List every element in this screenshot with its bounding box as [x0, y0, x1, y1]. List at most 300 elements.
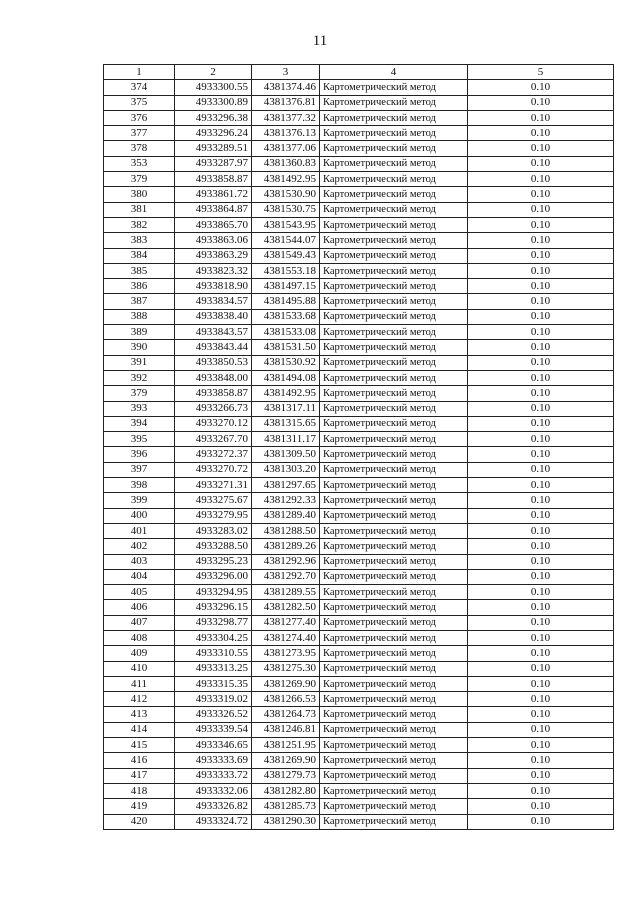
method-cell: Картометрический метод: [320, 233, 468, 248]
table-row: [104, 600, 614, 615]
point-number-cell: 378: [104, 141, 175, 156]
method-cell: Картометрический метод: [320, 600, 468, 615]
method-cell: Картометрический метод: [320, 294, 468, 309]
method-cell: Картометрический метод: [320, 493, 468, 508]
accuracy-cell: 0.10: [468, 187, 614, 202]
y-coordinate-cell: 4381274.40: [252, 630, 320, 645]
point-number-cell: 375: [104, 95, 175, 110]
accuracy-cell: 0.10: [468, 202, 614, 217]
point-number-cell: 417: [104, 768, 175, 783]
x-coordinate-cell: 4933271.31: [175, 478, 252, 493]
x-coordinate-cell: 4933266.73: [175, 401, 252, 416]
y-coordinate-cell: 4381492.95: [252, 386, 320, 401]
x-coordinate-cell: 4933295.23: [175, 554, 252, 569]
accuracy-cell: 0.10: [468, 233, 614, 248]
accuracy-cell: 0.10: [468, 110, 614, 125]
method-cell: Картометрический метод: [320, 585, 468, 600]
point-number-cell: 387: [104, 294, 175, 309]
accuracy-cell: 0.10: [468, 370, 614, 385]
table-row: [104, 401, 614, 416]
point-number-cell: 410: [104, 661, 175, 676]
accuracy-cell: 0.10: [468, 814, 614, 829]
table-row: [104, 462, 614, 477]
y-coordinate-cell: 4381269.90: [252, 676, 320, 691]
accuracy-cell: 0.10: [468, 462, 614, 477]
table-row: [104, 340, 614, 355]
method-cell: Картометрический метод: [320, 355, 468, 370]
table-row: [104, 630, 614, 645]
table-row: [104, 248, 614, 263]
y-coordinate-cell: 4381277.40: [252, 615, 320, 630]
y-coordinate-cell: 4381530.75: [252, 202, 320, 217]
method-cell: Картометрический метод: [320, 799, 468, 814]
accuracy-cell: 0.10: [468, 676, 614, 691]
table-row: [104, 294, 614, 309]
table-row: [104, 432, 614, 447]
x-coordinate-cell: 4933339.54: [175, 722, 252, 737]
method-cell: Картометрический метод: [320, 187, 468, 202]
x-coordinate-cell: 4933272.37: [175, 447, 252, 462]
method-cell: Картометрический метод: [320, 478, 468, 493]
accuracy-cell: 0.10: [468, 248, 614, 263]
x-coordinate-cell: 4933864.87: [175, 202, 252, 217]
column-header-2: 2: [175, 65, 252, 80]
y-coordinate-cell: 4381297.65: [252, 478, 320, 493]
method-cell: Картометрический метод: [320, 661, 468, 676]
method-cell: Картометрический метод: [320, 783, 468, 798]
x-coordinate-cell: 4933838.40: [175, 309, 252, 324]
method-cell: Картометрический метод: [320, 692, 468, 707]
accuracy-cell: 0.10: [468, 722, 614, 737]
x-coordinate-cell: 4933296.24: [175, 126, 252, 141]
x-coordinate-cell: 4933270.72: [175, 462, 252, 477]
point-number-cell: 420: [104, 814, 175, 829]
y-coordinate-cell: 4381492.95: [252, 172, 320, 187]
method-cell: Картометрический метод: [320, 814, 468, 829]
x-coordinate-cell: 4933294.95: [175, 585, 252, 600]
point-number-cell: 418: [104, 783, 175, 798]
x-coordinate-cell: 4933319.02: [175, 692, 252, 707]
method-cell: Картометрический метод: [320, 110, 468, 125]
y-coordinate-cell: 4381282.50: [252, 600, 320, 615]
y-coordinate-cell: 4381533.08: [252, 325, 320, 340]
table-row: [104, 187, 614, 202]
point-number-cell: 414: [104, 722, 175, 737]
point-number-cell: 411: [104, 676, 175, 691]
x-coordinate-cell: 4933270.12: [175, 416, 252, 431]
accuracy-cell: 0.10: [468, 478, 614, 493]
method-cell: Картометрический метод: [320, 753, 468, 768]
table-row: [104, 523, 614, 538]
point-number-cell: 404: [104, 569, 175, 584]
accuracy-cell: 0.10: [468, 646, 614, 661]
y-coordinate-cell: 4381530.90: [252, 187, 320, 202]
y-coordinate-cell: 4381530.92: [252, 355, 320, 370]
x-coordinate-cell: 4933843.57: [175, 325, 252, 340]
point-number-cell: 395: [104, 432, 175, 447]
y-coordinate-cell: 4381533.68: [252, 309, 320, 324]
accuracy-cell: 0.10: [468, 508, 614, 523]
accuracy-cell: 0.10: [468, 554, 614, 569]
y-coordinate-cell: 4381543.95: [252, 217, 320, 232]
accuracy-cell: 0.10: [468, 95, 614, 110]
method-cell: Картометрический метод: [320, 539, 468, 554]
accuracy-cell: 0.10: [468, 692, 614, 707]
point-number-cell: 401: [104, 523, 175, 538]
method-cell: Картометрический метод: [320, 722, 468, 737]
table-row: [104, 95, 614, 110]
table-row: [104, 370, 614, 385]
x-coordinate-cell: 4933296.00: [175, 569, 252, 584]
point-number-cell: 400: [104, 508, 175, 523]
table-row: [104, 126, 614, 141]
table-row: [104, 233, 614, 248]
method-cell: Картометрический метод: [320, 523, 468, 538]
point-number-cell: 379: [104, 172, 175, 187]
x-coordinate-cell: 4933326.82: [175, 799, 252, 814]
table-row: [104, 447, 614, 462]
method-cell: Картометрический метод: [320, 248, 468, 263]
y-coordinate-cell: 4381377.06: [252, 141, 320, 156]
method-cell: Картометрический метод: [320, 508, 468, 523]
y-coordinate-cell: 4381289.55: [252, 585, 320, 600]
point-number-cell: 416: [104, 753, 175, 768]
table-row: [104, 263, 614, 278]
accuracy-cell: 0.10: [468, 523, 614, 538]
accuracy-cell: 0.10: [468, 217, 614, 232]
y-coordinate-cell: 4381360.83: [252, 156, 320, 171]
point-number-cell: 392: [104, 370, 175, 385]
y-coordinate-cell: 4381544.07: [252, 233, 320, 248]
method-cell: Картометрический метод: [320, 646, 468, 661]
method-cell: Картометрический метод: [320, 432, 468, 447]
y-coordinate-cell: 4381374.46: [252, 80, 320, 95]
x-coordinate-cell: 4933858.87: [175, 386, 252, 401]
y-coordinate-cell: 4381292.33: [252, 493, 320, 508]
point-number-cell: 380: [104, 187, 175, 202]
method-cell: Картометрический метод: [320, 279, 468, 294]
table-row: [104, 217, 614, 232]
coordinates-table: [103, 64, 614, 830]
y-coordinate-cell: 4381495.88: [252, 294, 320, 309]
point-number-cell: 384: [104, 248, 175, 263]
y-coordinate-cell: 4381553.18: [252, 263, 320, 278]
table-row: [104, 692, 614, 707]
table-row: [104, 202, 614, 217]
table-row: [104, 661, 614, 676]
x-coordinate-cell: 4933861.72: [175, 187, 252, 202]
point-number-cell: 408: [104, 630, 175, 645]
accuracy-cell: 0.10: [468, 141, 614, 156]
table-row: [104, 279, 614, 294]
table-row: [104, 416, 614, 431]
method-cell: Картометрический метод: [320, 401, 468, 416]
x-coordinate-cell: 4933865.70: [175, 217, 252, 232]
method-cell: Картометрический метод: [320, 217, 468, 232]
method-cell: Картометрический метод: [320, 738, 468, 753]
x-coordinate-cell: 4933818.90: [175, 279, 252, 294]
point-number-cell: 393: [104, 401, 175, 416]
table-row: [104, 539, 614, 554]
column-header-5: 5: [468, 65, 614, 80]
accuracy-cell: 0.10: [468, 279, 614, 294]
point-number-cell: 379: [104, 386, 175, 401]
point-number-cell: 396: [104, 447, 175, 462]
method-cell: Картометрический метод: [320, 156, 468, 171]
accuracy-cell: 0.10: [468, 386, 614, 401]
accuracy-cell: 0.10: [468, 309, 614, 324]
x-coordinate-cell: 4933304.25: [175, 630, 252, 645]
y-coordinate-cell: 4381285.73: [252, 799, 320, 814]
accuracy-cell: 0.10: [468, 615, 614, 630]
point-number-cell: 412: [104, 692, 175, 707]
accuracy-cell: 0.10: [468, 325, 614, 340]
point-number-cell: 391: [104, 355, 175, 370]
method-cell: Картометрический метод: [320, 370, 468, 385]
y-coordinate-cell: 4381317.11: [252, 401, 320, 416]
point-number-cell: 388: [104, 309, 175, 324]
point-number-cell: 353: [104, 156, 175, 171]
point-number-cell: 389: [104, 325, 175, 340]
y-coordinate-cell: 4381292.96: [252, 554, 320, 569]
x-coordinate-cell: 4933315.35: [175, 676, 252, 691]
method-cell: Картометрический метод: [320, 172, 468, 187]
point-number-cell: 381: [104, 202, 175, 217]
accuracy-cell: 0.10: [468, 783, 614, 798]
accuracy-cell: 0.10: [468, 799, 614, 814]
accuracy-cell: 0.10: [468, 493, 614, 508]
table-row: [104, 707, 614, 722]
y-coordinate-cell: 4381290.30: [252, 814, 320, 829]
table-row: [104, 814, 614, 829]
method-cell: Картометрический метод: [320, 325, 468, 340]
method-cell: Картометрический метод: [320, 416, 468, 431]
table-row: [104, 141, 614, 156]
method-cell: Картометрический метод: [320, 768, 468, 783]
table-row: [104, 156, 614, 171]
y-coordinate-cell: 4381309.50: [252, 447, 320, 462]
x-coordinate-cell: 4933289.51: [175, 141, 252, 156]
x-coordinate-cell: 4933326.52: [175, 707, 252, 722]
method-cell: Картометрический метод: [320, 95, 468, 110]
x-coordinate-cell: 4933333.69: [175, 753, 252, 768]
y-coordinate-cell: 4381311.17: [252, 432, 320, 447]
table-row: [104, 325, 614, 340]
accuracy-cell: 0.10: [468, 539, 614, 554]
point-number-cell: 385: [104, 263, 175, 278]
method-cell: Картометрический метод: [320, 554, 468, 569]
point-number-cell: 394: [104, 416, 175, 431]
x-coordinate-cell: 4933346.65: [175, 738, 252, 753]
y-coordinate-cell: 4381264.73: [252, 707, 320, 722]
x-coordinate-cell: 4933823.32: [175, 263, 252, 278]
accuracy-cell: 0.10: [468, 707, 614, 722]
point-number-cell: 386: [104, 279, 175, 294]
point-number-cell: 413: [104, 707, 175, 722]
y-coordinate-cell: 4381273.95: [252, 646, 320, 661]
table-body: [104, 80, 614, 830]
x-coordinate-cell: 4933313.25: [175, 661, 252, 676]
y-coordinate-cell: 4381266.53: [252, 692, 320, 707]
accuracy-cell: 0.10: [468, 585, 614, 600]
method-cell: Картометрический метод: [320, 386, 468, 401]
table-row: [104, 110, 614, 125]
point-number-cell: 383: [104, 233, 175, 248]
point-number-cell: 382: [104, 217, 175, 232]
point-number-cell: 390: [104, 340, 175, 355]
x-coordinate-cell: 4933287.97: [175, 156, 252, 171]
x-coordinate-cell: 4933848.00: [175, 370, 252, 385]
table-row: [104, 493, 614, 508]
method-cell: Картометрический метод: [320, 309, 468, 324]
x-coordinate-cell: 4933858.87: [175, 172, 252, 187]
table-row: [104, 569, 614, 584]
point-number-cell: 398: [104, 478, 175, 493]
method-cell: Картометрический метод: [320, 126, 468, 141]
table-row: [104, 172, 614, 187]
table-header-row: [104, 65, 614, 80]
x-coordinate-cell: 4933279.95: [175, 508, 252, 523]
table-row: [104, 355, 614, 370]
x-coordinate-cell: 4933332.06: [175, 783, 252, 798]
y-coordinate-cell: 4381246.81: [252, 722, 320, 737]
accuracy-cell: 0.10: [468, 768, 614, 783]
method-cell: Картометрический метод: [320, 707, 468, 722]
point-number-cell: 419: [104, 799, 175, 814]
y-coordinate-cell: 4381377.32: [252, 110, 320, 125]
table-row: [104, 386, 614, 401]
point-number-cell: 407: [104, 615, 175, 630]
point-number-cell: 403: [104, 554, 175, 569]
y-coordinate-cell: 4381497.15: [252, 279, 320, 294]
y-coordinate-cell: 4381531.50: [252, 340, 320, 355]
y-coordinate-cell: 4381282.80: [252, 783, 320, 798]
y-coordinate-cell: 4381275.30: [252, 661, 320, 676]
table-row: [104, 615, 614, 630]
table-row: [104, 722, 614, 737]
x-coordinate-cell: 4933310.55: [175, 646, 252, 661]
method-cell: Картометрический метод: [320, 630, 468, 645]
point-number-cell: 405: [104, 585, 175, 600]
method-cell: Картометрический метод: [320, 569, 468, 584]
method-cell: Картометрический метод: [320, 141, 468, 156]
accuracy-cell: 0.10: [468, 738, 614, 753]
point-number-cell: 377: [104, 126, 175, 141]
table-row: [104, 309, 614, 324]
accuracy-cell: 0.10: [468, 569, 614, 584]
accuracy-cell: 0.10: [468, 172, 614, 187]
x-coordinate-cell: 4933300.89: [175, 95, 252, 110]
accuracy-cell: 0.10: [468, 661, 614, 676]
x-coordinate-cell: 4933296.38: [175, 110, 252, 125]
table-row: [104, 554, 614, 569]
table-row: [104, 768, 614, 783]
page-number: 11: [312, 33, 328, 49]
method-cell: Картометрический метод: [320, 80, 468, 95]
y-coordinate-cell: 4381269.90: [252, 753, 320, 768]
method-cell: Картометрический метод: [320, 447, 468, 462]
accuracy-cell: 0.10: [468, 340, 614, 355]
y-coordinate-cell: 4381289.26: [252, 539, 320, 554]
column-header-4: 4: [320, 65, 468, 80]
table-row: [104, 585, 614, 600]
table-row: [104, 753, 614, 768]
x-coordinate-cell: 4933863.06: [175, 233, 252, 248]
point-number-cell: 374: [104, 80, 175, 95]
point-number-cell: 409: [104, 646, 175, 661]
y-coordinate-cell: 4381376.13: [252, 126, 320, 141]
method-cell: Картометрический метод: [320, 615, 468, 630]
table-row: [104, 738, 614, 753]
accuracy-cell: 0.10: [468, 401, 614, 416]
y-coordinate-cell: 4381288.50: [252, 523, 320, 538]
accuracy-cell: 0.10: [468, 447, 614, 462]
method-cell: Картометрический метод: [320, 202, 468, 217]
point-number-cell: 399: [104, 493, 175, 508]
x-coordinate-cell: 4933275.67: [175, 493, 252, 508]
accuracy-cell: 0.10: [468, 432, 614, 447]
y-coordinate-cell: 4381251.95: [252, 738, 320, 753]
x-coordinate-cell: 4933267.70: [175, 432, 252, 447]
x-coordinate-cell: 4933863.29: [175, 248, 252, 263]
method-cell: Картометрический метод: [320, 462, 468, 477]
x-coordinate-cell: 4933283.02: [175, 523, 252, 538]
accuracy-cell: 0.10: [468, 80, 614, 95]
accuracy-cell: 0.10: [468, 126, 614, 141]
point-number-cell: 402: [104, 539, 175, 554]
x-coordinate-cell: 4933296.15: [175, 600, 252, 615]
accuracy-cell: 0.10: [468, 263, 614, 278]
point-number-cell: 406: [104, 600, 175, 615]
accuracy-cell: 0.10: [468, 416, 614, 431]
accuracy-cell: 0.10: [468, 355, 614, 370]
table-row: [104, 783, 614, 798]
y-coordinate-cell: 4381292.70: [252, 569, 320, 584]
x-coordinate-cell: 4933324.72: [175, 814, 252, 829]
table-row: [104, 478, 614, 493]
accuracy-cell: 0.10: [468, 294, 614, 309]
x-coordinate-cell: 4933300.55: [175, 80, 252, 95]
method-cell: Картометрический метод: [320, 263, 468, 278]
x-coordinate-cell: 4933298.77: [175, 615, 252, 630]
y-coordinate-cell: 4381494.08: [252, 370, 320, 385]
y-coordinate-cell: 4381549.43: [252, 248, 320, 263]
y-coordinate-cell: 4381279.73: [252, 768, 320, 783]
accuracy-cell: 0.10: [468, 630, 614, 645]
x-coordinate-cell: 4933850.53: [175, 355, 252, 370]
table-row: [104, 646, 614, 661]
y-coordinate-cell: 4381315.65: [252, 416, 320, 431]
accuracy-cell: 0.10: [468, 753, 614, 768]
point-number-cell: 376: [104, 110, 175, 125]
table-row: [104, 799, 614, 814]
y-coordinate-cell: 4381303.20: [252, 462, 320, 477]
x-coordinate-cell: 4933834.57: [175, 294, 252, 309]
x-coordinate-cell: 4933288.50: [175, 539, 252, 554]
method-cell: Картометрический метод: [320, 676, 468, 691]
table-row: [104, 676, 614, 691]
column-header-1: 1: [104, 65, 175, 80]
column-header-3: 3: [252, 65, 320, 80]
x-coordinate-cell: 4933333.72: [175, 768, 252, 783]
x-coordinate-cell: 4933843.44: [175, 340, 252, 355]
accuracy-cell: 0.10: [468, 156, 614, 171]
table-row: [104, 80, 614, 95]
point-number-cell: 415: [104, 738, 175, 753]
point-number-cell: 397: [104, 462, 175, 477]
y-coordinate-cell: 4381376.81: [252, 95, 320, 110]
table-row: [104, 508, 614, 523]
